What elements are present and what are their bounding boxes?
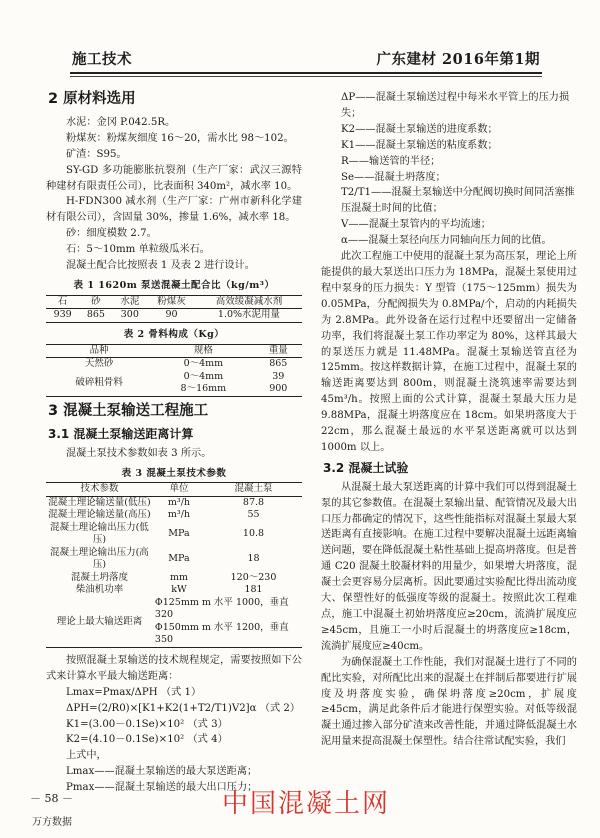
- where-label: 上式中，: [66, 750, 107, 762]
- formula-3: K1=(3.00－0.1Se)×10² （式 3）: [66, 718, 228, 730]
- table-1-header: 高效缓凝减水剂: [196, 295, 302, 309]
- table-cell: MPa: [168, 553, 190, 565]
- running-header-right: 广东建材 2016年第1期: [376, 51, 540, 68]
- table-cell: [153, 597, 302, 622]
- table-cell: 120～230: [230, 571, 277, 583]
- table-2-header: 规格: [152, 344, 254, 358]
- definition-pmax: Pmax——混凝土泵输送的最大出口压力；: [66, 782, 258, 794]
- table-cell: 混凝土理论输送量(低压): [48, 496, 151, 508]
- right-column: [321, 90, 577, 750]
- table-cell: m³/h: [167, 509, 191, 521]
- table-row: [46, 371, 302, 384]
- definition-alpha: α——混凝土泵径向压力同轴向压力间的比值。: [341, 235, 552, 247]
- table-cell: MPa: [168, 528, 190, 540]
- table-2: [46, 344, 302, 397]
- table-cell: 900: [269, 383, 288, 395]
- table-cell: 55: [247, 509, 260, 521]
- page-number: － 58 －: [30, 792, 73, 805]
- table-cell: 90: [165, 309, 178, 321]
- table-row: [46, 584, 302, 597]
- table-cell: 混凝土坍落度: [70, 571, 128, 583]
- distance-unit: Φ125mm m: [154, 596, 211, 608]
- table-2-header: 重量: [255, 344, 302, 358]
- table-cell: 理论上最大输送距离: [56, 615, 143, 627]
- definition-k2: K2——混凝土泵输送的进度系数；: [341, 123, 498, 135]
- table-2-caption: 表 2 骨料构成（Kg）: [123, 328, 225, 340]
- table-1-caption: 表 1 1620m 泵送混凝土配合比（kg/m³）: [73, 279, 275, 291]
- definition-t2-t1: T2/T1——混凝土泵输送中分配阀切换时间同活塞推压混凝土时间的比值；: [341, 187, 575, 215]
- table-cell: 0～4mm: [183, 358, 224, 370]
- table-cell: m³/h: [167, 496, 191, 508]
- material-flyash: 粉煤灰：粉煤灰细度 16～20，需水比 98～102。: [66, 132, 294, 144]
- table-cell: [153, 622, 302, 648]
- material-expansion-agent: SY-GD 多功能膨胀抗裂剂（生产厂家：武汉三源特种建材有限责任公司），比表面积 340m²，减水率 10。: [46, 164, 302, 192]
- definition-v: V——混凝土泵管内的平均流速；: [341, 219, 491, 231]
- paragraph-pump-calculation: 此次工程施工中使用的混凝土泵为高压泵，理论上所能提供的最大泵送出口压力为 18MPa，混凝土泵使用过程中泵身的压力损失：Y 型管（175～125mm）损失为 0.05MPa，分配阀损失为 0.8MPa/个，启动的内耗损失为 2.8MPa。此外设备在运行过程中还要留出一定储备功率，我们将混凝土泵工作功率定为 80%，这样其最大的泵送压力就是 11.48MPa。混凝土泵输送管直径为 125mm。按这样数据计算，在施工过程中，混凝土泵的输送距离要达到 800m，则混凝土浇筑速率需要达到 45m³/h。按照上面的公式计算，混凝土泵最大压力是 9.88MPa，混凝土坍落度应在 18cm。如果坍落度大于 22cm，那么混凝土最远的水平泵送距离就可以达到 1000m 以上。: [321, 251, 577, 453]
- formula-4: K2=(4.10－0.1Se)×10² （式 4）: [66, 734, 228, 746]
- definition-k1: K1——混凝土泵输送的粘度系数；: [341, 139, 498, 151]
- section-3-1-title: 3.1 混凝土泵输送距离计算: [48, 426, 194, 441]
- table-row: [46, 309, 302, 323]
- header-rule-thin: [70, 76, 542, 77]
- section-3-1-intro: 混凝土泵技术参数如表 3 所示。: [66, 447, 212, 459]
- section-2-title: 2 原材料选用: [48, 91, 136, 107]
- table-cell: mm: [169, 571, 188, 583]
- table-row: [46, 496, 302, 509]
- table-cell: 87.8: [242, 496, 265, 508]
- table-cell: 181: [244, 584, 263, 596]
- table-cell: 破碎粗骨料: [75, 377, 123, 389]
- watermark: 中国混凝土网: [222, 789, 391, 819]
- table-3-caption: 表 3 混凝土泵技术参数: [121, 467, 227, 479]
- table-1-header: 粉煤灰: [147, 295, 196, 309]
- table-row: [46, 358, 302, 371]
- table-row: [46, 597, 302, 622]
- paragraph-mix-trials: 为确保混凝土工作性能，我们对混凝土进行了不同的配比实验，对所配比出来的混凝土在拌制后都要进行扩展度及坍落度实验，确保坍落度≥20cm，扩展度≥45cm，满足此条件后才能进行保塑实验。对低等级混凝土通过掺入部分矿渣来改善性能，并通过降低混凝土水泥用量来提高混凝土保塑性。结合往常试配实验，我们: [321, 656, 577, 748]
- definition-se: Se——混凝土坍落度；: [341, 171, 446, 183]
- table-row: [46, 522, 302, 547]
- definition-r: R——输送管的半径；: [341, 155, 441, 167]
- table-cell: 10.8: [242, 528, 265, 540]
- table-cell: 混凝土理论输出压力(低压): [50, 521, 149, 546]
- table-cell: 865: [86, 309, 105, 321]
- table-cell: 柴油机功率: [75, 584, 124, 596]
- table-3: [46, 482, 302, 648]
- material-slag: 矿渣：S95。: [66, 148, 127, 160]
- running-header-left: 施工技术: [72, 51, 132, 68]
- definition-delta-p: ΔP——混凝土泵输送过程中每米水平管上的压力损失；: [341, 92, 570, 119]
- distance-unit: Φ150mm m: [154, 621, 211, 633]
- table-3-header: 混凝土泵: [205, 483, 302, 497]
- source-label: 万方数据: [32, 817, 72, 828]
- table-cell: 混凝土理论输出压力(高压): [50, 546, 149, 571]
- table-2-header: 品种: [46, 344, 152, 358]
- section-3-title: 3 混凝土泵输送工程施工: [48, 402, 209, 419]
- table-3-header: 单位: [153, 483, 205, 497]
- material-water-reducer: H-FDN300 减水剂（生产厂家：广州市新科化学建材有限公司），含固量 30%，掺量 1.6%，减水率 18。: [46, 196, 302, 224]
- table-row: [46, 572, 302, 585]
- table-cell: 8～16mm: [180, 383, 227, 395]
- table-1-header: 砂: [79, 295, 112, 309]
- mix-design-note: 混凝土配合比按照表 1 及表 2 进行设计。: [66, 260, 255, 272]
- formula-1: Lmax=Pmax/ΔPH （式 1）: [66, 686, 202, 698]
- paragraph-concrete-test: 从混凝土最大泵送距离的计算中我们可以得到混凝土泵的其它参数值。在混凝土泵输出量、配管情况及最大出口压力都确定的情况下，这些性能指标对混凝土泵最大泵送距离有直接影响。在施工过程中要解决混凝土远距离输送问题，要在降低混凝土粘性基础上提高坍落度。但是普通 C20 混凝土胶凝材料的用量少，如果增大坍落度，混凝土会更容易分层离析。因此要通过实验配比得出流动度大、保塑性好的低强度等级的混凝土。按照此次工程难点，施工中混凝土初始坍落度应≥20cm，流淌扩展度应≥45cm，且施工一小时后混凝土的坍落度应≥18cm，流淌扩展度应≥40cm。: [321, 481, 577, 652]
- section-3-2-title: 3.2 混凝土试验: [323, 460, 409, 475]
- table-cell: 39: [272, 370, 285, 382]
- material-cement: 水泥：金冈 P.042.5R。: [66, 116, 176, 128]
- table-1-header: 水泥: [113, 295, 148, 309]
- material-stone: 石：5～10mm 单粒级瓜米石。: [66, 244, 210, 256]
- table-row: [46, 547, 302, 572]
- left-column: [46, 90, 302, 796]
- table-1-header: 石: [46, 295, 79, 309]
- table-row: [46, 509, 302, 522]
- distance-value: 水平 1000，垂直 320: [154, 596, 289, 621]
- table-1: [46, 295, 302, 323]
- formula-2: ΔPH=(2/R0)×[K1+K2(1+T2/T1)V2]α （式 2）: [66, 702, 301, 714]
- table-cell: 1.0%水泥用量: [217, 309, 281, 321]
- table-cell: 混凝土理论输送量(高压): [48, 509, 151, 521]
- table-cell: 300: [120, 309, 139, 321]
- table-3-header: 技术参数: [46, 483, 153, 497]
- table-cell: 939: [53, 309, 72, 321]
- table-cell: 865: [269, 358, 288, 370]
- table-cell: kW: [171, 584, 187, 596]
- table-cell: 天然砂: [84, 358, 114, 370]
- definition-lmax: Lmax——混凝土泵输送的最大泵送距离；: [66, 766, 258, 778]
- formula-intro: 按照混凝土泵输送的技术规程规定，需要按照如下公式来计算水平最大输送距离：: [46, 654, 302, 682]
- table-cell: 0～4mm: [183, 370, 224, 382]
- table-cell: 18: [247, 553, 260, 565]
- distance-value: 水平 1200，垂直 350: [154, 621, 289, 646]
- header-rule: [70, 72, 542, 74]
- material-sand: 砂：细度模数 2.7。: [66, 228, 157, 240]
